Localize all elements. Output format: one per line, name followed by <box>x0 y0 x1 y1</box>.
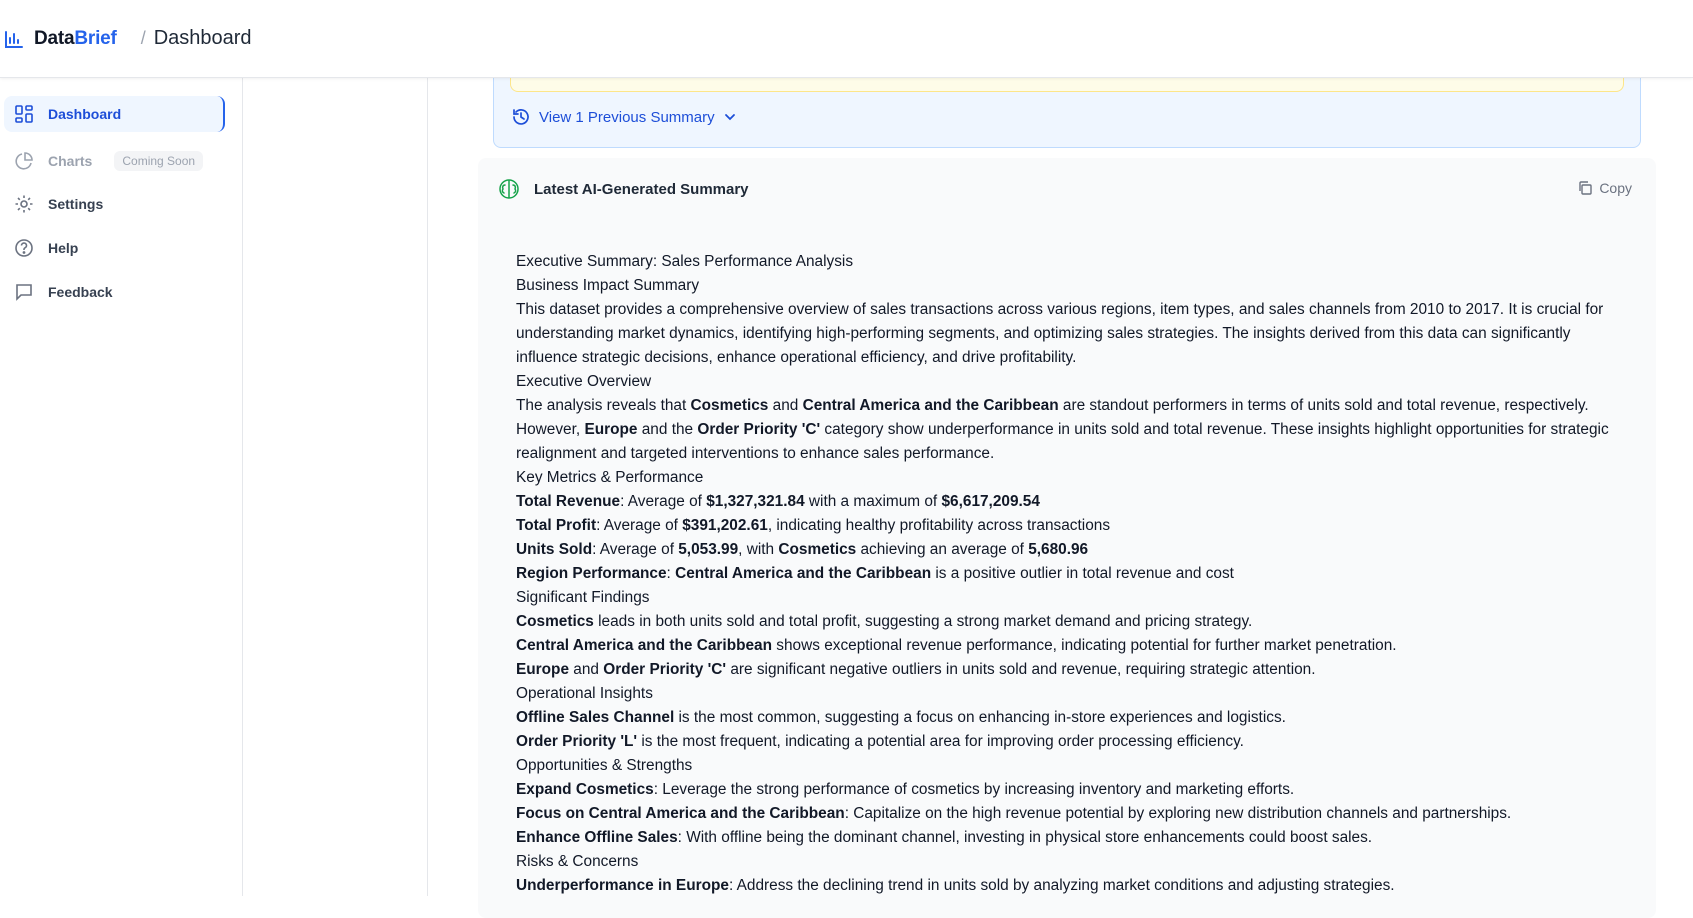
summary-header <box>498 178 749 200</box>
brain-icon <box>498 178 520 200</box>
breadcrumb-separator: / <box>140 28 146 48</box>
view-previous-summary-button[interactable] <box>511 107 737 127</box>
sidebar-item-label: Help <box>48 240 79 256</box>
heading-business-impact: Business Impact Summary <box>516 277 700 294</box>
opportunity-central-america: Focus on Central America and the Caribbean: Capitalize on the high revenue potential by exploring new distribution channels and partnerships. <box>516 805 1512 822</box>
sidebar-item-label: Dashboard <box>48 106 122 122</box>
finding-europe: Europe and Order Priority 'C' are significant negative outliers in units sold and revenue, requiring strategic attention. <box>516 661 1316 678</box>
metric-total-profit: Total Profit: Average of $391,202.61, indicating healthy profitability across transactions <box>516 517 1111 534</box>
business-impact-text: This dataset provides a comprehensive overview of sales transactions across various regions, item types, and sales channels from 2010 to 2017. It is crucial for understanding market dynamics, identifying high-performing segments, and optimizing sales strategies. The insights derived from this data can significantly influence strategic decisions, enhance operational efficiency, and drive profitability. <box>516 301 1604 366</box>
page-title: Dashboard <box>153 27 252 49</box>
metric-units-sold: Units Sold: Average of 5,053.99, with Cosmetics achieving an average of 5,680.96 <box>516 541 1089 558</box>
executive-overview-text: The analysis reveals that Cosmetics and Central America and the Caribbean are standout performers in terms of units sold and total revenue, respectively. However, Europe and the Order Priority 'C' category show underperformance in units sold and total revenue. These insights highlight opportunities for strategic realignment and targeted interventions to enhance sales performance. <box>516 397 1609 462</box>
copy-label: Copy <box>1599 180 1632 196</box>
help-circle-icon <box>14 238 34 258</box>
message-icon <box>14 282 34 302</box>
pie-chart-icon <box>14 151 34 171</box>
top-bar <box>0 0 1693 78</box>
insight-order-priority: Order Priority 'L' is the most frequent, indicating a potential area for improving order processing efficiency. <box>516 733 1244 750</box>
sidebar-item-feedback[interactable] <box>4 274 225 310</box>
history-icon <box>511 107 531 127</box>
brand-logo[interactable] <box>4 28 117 50</box>
insight-offline-channel: Offline Sales Channel is the most common, suggesting a focus on enhancing in-store experiences and logistics. <box>516 709 1286 726</box>
heading-executive-summary: Executive Summary: Sales Performance Analysis <box>516 253 854 270</box>
sidebar-item-settings[interactable] <box>4 186 225 222</box>
finding-central-america: Central America and the Caribbean shows exceptional revenue performance, indicating potential for further market penetration. <box>516 637 1397 654</box>
risk-europe: Underperformance in Europe: Address the declining trend in units sold by analyzing market conditions and adjusting strategies. <box>516 877 1395 894</box>
heading-key-metrics: Key Metrics & Performance <box>516 469 704 486</box>
heading-executive-overview: Executive Overview <box>516 373 652 390</box>
brand-name: DataBrief <box>34 27 117 49</box>
finding-cosmetics: Cosmetics leads in both units sold and total profit, suggesting a strong market demand and pricing strategy. <box>516 613 1253 630</box>
heading-operational-insights: Operational Insights <box>516 685 653 702</box>
view-previous-label: View 1 Previous Summary <box>539 108 715 126</box>
heading-significant-findings: Significant Findings <box>516 589 650 606</box>
copy-icon <box>1577 180 1593 196</box>
sidebar-item-dashboard[interactable] <box>4 96 225 132</box>
bar-chart-icon <box>4 29 24 49</box>
grid-icon <box>14 104 34 124</box>
sidebar-item-label: Settings <box>48 196 104 212</box>
coming-soon-badge: Coming Soon <box>114 151 203 171</box>
sidebar-item-charts <box>4 143 225 179</box>
column-divider <box>427 78 428 896</box>
sidebar-item-help[interactable] <box>4 230 225 266</box>
sidebar-item-label: Feedback <box>48 284 113 300</box>
chevron-down-icon <box>723 110 737 124</box>
sidebar-item-label: Charts <box>48 153 93 169</box>
metric-total-revenue: Total Revenue: Average of $1,327,321.84 with a maximum of $6,617,209.54 <box>516 493 1040 510</box>
heading-opportunities: Opportunities & Strengths <box>516 757 693 774</box>
summary-body <box>516 250 1624 898</box>
copy-button[interactable] <box>1577 180 1632 196</box>
heading-risks: Risks & Concerns <box>516 853 639 870</box>
gear-icon <box>14 194 34 214</box>
opportunity-offline-sales: Enhance Offline Sales: With offline being the dominant channel, investing in physical store enhancements could boost sales. <box>516 829 1373 846</box>
summary-title: Latest AI-Generated Summary <box>534 180 749 198</box>
opportunity-cosmetics: Expand Cosmetics: Leverage the strong performance of cosmetics by increasing inventory and marketing efforts. <box>516 781 1295 798</box>
sidebar <box>0 78 243 896</box>
metric-region-performance: Region Performance: Central America and the Caribbean is a positive outlier in total revenue and cost <box>516 565 1234 582</box>
summary-card <box>478 158 1656 918</box>
